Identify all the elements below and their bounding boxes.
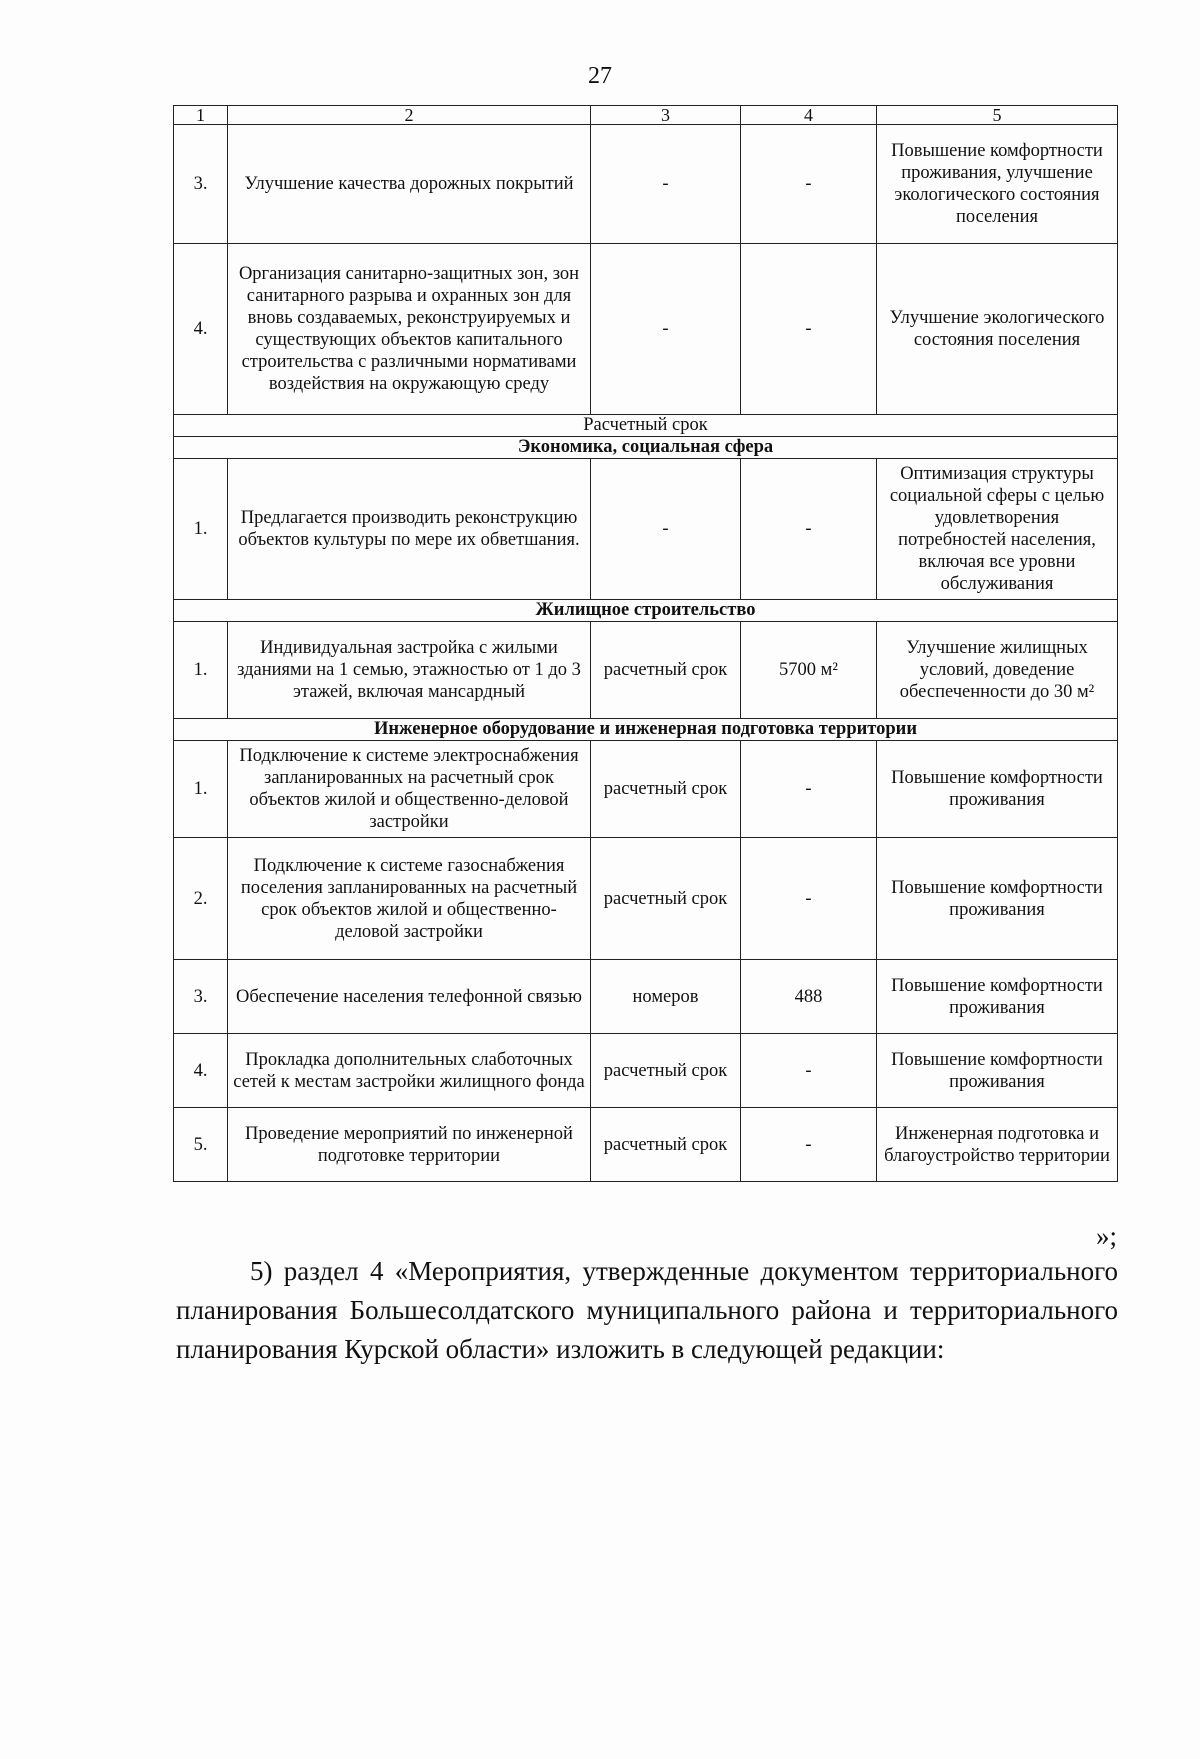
measure-unit: - [591, 125, 741, 244]
row-number: 4. [174, 244, 228, 415]
column-header: 3 [591, 106, 741, 125]
row-number: 1. [174, 741, 228, 838]
row-number: 3. [174, 125, 228, 244]
section-title: Инженерное оборудование и инженерная подготовка территории [174, 719, 1118, 741]
table-header-row [174, 106, 1118, 125]
measure-value: 488 [741, 960, 877, 1034]
measure-value: - [741, 459, 877, 600]
measure-unit: расчетный срок [591, 1034, 741, 1108]
measure-description: Организация санитарно-защитных зон, зон санитарного разрыва и охранных зон для вновь создаваемых, реконструируемых и существующих объектов капитального строительства с различными нормативами воздействия на окружающую среду [228, 244, 591, 415]
table-row [174, 1108, 1118, 1182]
column-header: 1 [174, 106, 228, 125]
section-title: Жилищное строительство [174, 600, 1118, 622]
closing-quote: »; [1095, 1221, 1117, 1251]
table-row [174, 741, 1118, 838]
section-header-row [174, 415, 1118, 437]
expected-result: Улучшение жилищных условий, доведение обеспеченности до 30 м² [877, 622, 1118, 719]
expected-result: Повышение комфортности проживания [877, 838, 1118, 960]
measure-value: 5700 м² [741, 622, 877, 719]
section-header-row [174, 437, 1118, 459]
page-number: 27 [588, 63, 612, 89]
measure-unit: - [591, 459, 741, 600]
expected-result: Повышение комфортности проживания [877, 960, 1118, 1034]
measure-value: - [741, 838, 877, 960]
section-title: Расчетный срок [174, 415, 1118, 437]
expected-result: Повышение комфортности проживания [877, 1034, 1118, 1108]
column-header: 4 [741, 106, 877, 125]
table-row [174, 960, 1118, 1034]
row-number: 4. [174, 1034, 228, 1108]
measure-unit: расчетный срок [591, 622, 741, 719]
amendment-text: 5) раздел 4 «Мероприятия, утвержденные документом территориального планирования Большесолдатского муниципального района и территориального планирования Курской области» изложить в следующей редакции: [176, 1256, 1118, 1364]
measure-value: - [741, 1108, 877, 1182]
measure-value: - [741, 125, 877, 244]
measure-description: Предлагается производить реконструкцию объектов культуры по мере их обветшания. [228, 459, 591, 600]
expected-result: Повышение комфортности проживания, улучшение экологического состояния поселения [877, 125, 1118, 244]
measure-description: Обеспечение населения телефонной связью [228, 960, 591, 1034]
table-row [174, 244, 1118, 415]
table-row [174, 838, 1118, 960]
measure-unit: расчетный срок [591, 1108, 741, 1182]
measures-table [173, 105, 1118, 1182]
measure-unit: - [591, 244, 741, 415]
table-row [174, 1034, 1118, 1108]
column-header: 2 [228, 106, 591, 125]
row-number: 3. [174, 960, 228, 1034]
section-header-row [174, 600, 1118, 622]
table-row [174, 459, 1118, 600]
measure-description: Подключение к системе электроснабжения запланированных на расчетный срок объектов жилой и общественно-деловой застройки [228, 741, 591, 838]
measure-description: Прокладка дополнительных слаботочных сетей к местам застройки жилищного фонда [228, 1034, 591, 1108]
measure-unit: расчетный срок [591, 741, 741, 838]
expected-result: Оптимизация структуры социальной сферы с целью удовлетворения потребностей населения, включая все уровни обслуживания [877, 459, 1118, 600]
section-header-row [174, 719, 1118, 741]
measure-value: - [741, 244, 877, 415]
measure-value: - [741, 741, 877, 838]
expected-result: Повышение комфортности проживания [877, 741, 1118, 838]
measure-description: Подключение к системе газоснабжения поселения запланированных на расчетный срок объектов жилой и общественно-деловой застройки [228, 838, 591, 960]
table-row [174, 622, 1118, 719]
row-number: 5. [174, 1108, 228, 1182]
measure-description: Проведение мероприятий по инженерной подготовке территории [228, 1108, 591, 1182]
section-title: Экономика, социальная сфера [174, 437, 1118, 459]
amendment-paragraph [176, 1252, 1118, 1369]
expected-result: Улучшение экологического состояния поселения [877, 244, 1118, 415]
row-number: 1. [174, 459, 228, 600]
measure-unit: номеров [591, 960, 741, 1034]
row-number: 2. [174, 838, 228, 960]
measure-description: Улучшение качества дорожных покрытий [228, 125, 591, 244]
row-number: 1. [174, 622, 228, 719]
measure-description: Индивидуальная застройка с жилыми зданиями на 1 семью, этажностью от 1 до 3 этажей, включая мансардный [228, 622, 591, 719]
measure-value: - [741, 1034, 877, 1108]
measure-unit: расчетный срок [591, 838, 741, 960]
expected-result: Инженерная подготовка и благоустройство территории [877, 1108, 1118, 1182]
table-row [174, 125, 1118, 244]
column-header: 5 [877, 106, 1118, 125]
